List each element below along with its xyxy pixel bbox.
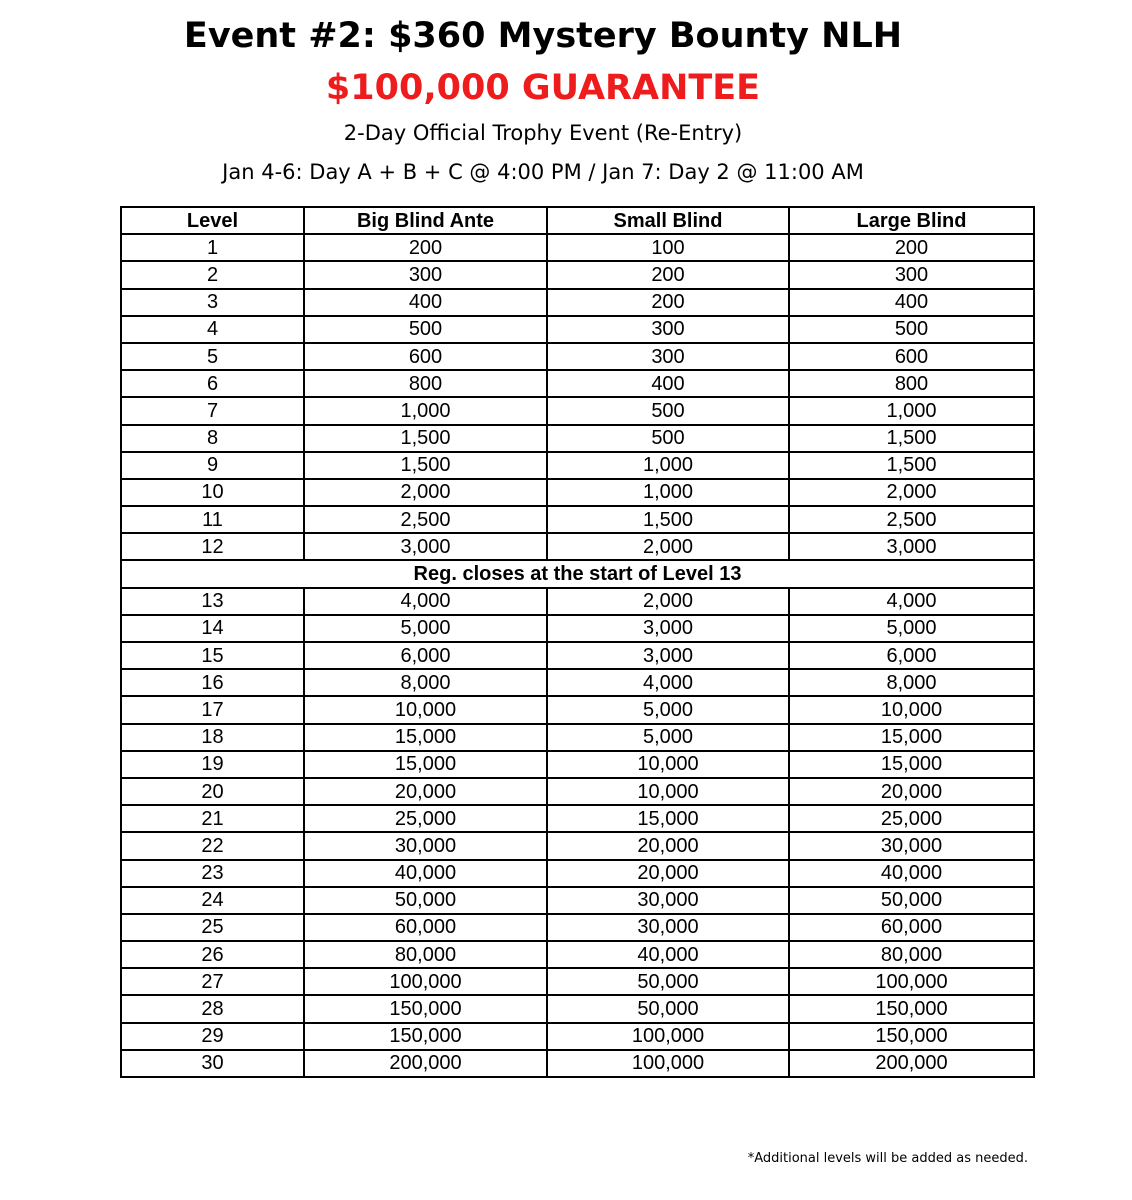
level-cell: 15 xyxy=(121,642,304,669)
column-header-level: Level xyxy=(121,207,304,234)
big-blind-ante-cell: 8,000 xyxy=(304,669,547,696)
small-blind-cell: 30,000 xyxy=(547,887,789,914)
level-cell: 22 xyxy=(121,832,304,859)
large-blind-cell: 60,000 xyxy=(789,914,1034,941)
big-blind-ante-cell: 60,000 xyxy=(304,914,547,941)
level-cell: 30 xyxy=(121,1050,304,1077)
large-blind-cell: 10,000 xyxy=(789,696,1034,723)
large-blind-cell: 25,000 xyxy=(789,805,1034,832)
small-blind-cell: 100 xyxy=(547,234,789,261)
small-blind-cell: 300 xyxy=(547,316,789,343)
small-blind-cell: 40,000 xyxy=(547,941,789,968)
table-row xyxy=(121,370,1034,397)
large-blind-cell: 800 xyxy=(789,370,1034,397)
level-cell: 26 xyxy=(121,941,304,968)
column-header-small-blind: Small Blind xyxy=(547,207,789,234)
small-blind-cell: 200 xyxy=(547,289,789,316)
table-row xyxy=(121,234,1034,261)
level-cell: 24 xyxy=(121,887,304,914)
level-cell: 23 xyxy=(121,860,304,887)
small-blind-cell: 400 xyxy=(547,370,789,397)
level-cell: 4 xyxy=(121,316,304,343)
table-row xyxy=(121,968,1034,995)
event-schedule: Jan 4-6: Day A + B + C @ 4:00 PM / Jan 7: Day 2 @ 11:00 AM xyxy=(222,160,864,184)
table-row xyxy=(121,1023,1034,1050)
small-blind-cell: 1,500 xyxy=(547,506,789,533)
table-row xyxy=(121,343,1034,370)
level-cell: 10 xyxy=(121,479,304,506)
large-blind-cell: 400 xyxy=(789,289,1034,316)
big-blind-ante-cell: 5,000 xyxy=(304,615,547,642)
big-blind-ante-cell: 200 xyxy=(304,234,547,261)
table-row xyxy=(121,941,1034,968)
small-blind-cell: 5,000 xyxy=(547,696,789,723)
level-cell: 7 xyxy=(121,397,304,424)
big-blind-ante-cell: 15,000 xyxy=(304,724,547,751)
big-blind-ante-cell: 50,000 xyxy=(304,887,547,914)
table-row xyxy=(121,479,1034,506)
big-blind-ante-cell: 400 xyxy=(304,289,547,316)
small-blind-cell: 50,000 xyxy=(547,995,789,1022)
large-blind-cell: 15,000 xyxy=(789,751,1034,778)
table-row xyxy=(121,1050,1034,1077)
big-blind-ante-cell: 1,500 xyxy=(304,425,547,452)
table-row xyxy=(121,289,1034,316)
small-blind-cell: 50,000 xyxy=(547,968,789,995)
guarantee-banner: $100,000 GUARANTEE xyxy=(325,68,761,108)
table-row xyxy=(121,316,1034,343)
level-cell: 17 xyxy=(121,696,304,723)
big-blind-ante-cell: 100,000 xyxy=(304,968,547,995)
levels-after-registration-close xyxy=(121,588,1034,1077)
level-cell: 16 xyxy=(121,669,304,696)
small-blind-cell: 500 xyxy=(547,397,789,424)
table-row xyxy=(121,615,1034,642)
table-row xyxy=(121,452,1034,479)
large-blind-cell: 150,000 xyxy=(789,1023,1034,1050)
large-blind-cell: 600 xyxy=(789,343,1034,370)
big-blind-ante-cell: 600 xyxy=(304,343,547,370)
big-blind-ante-cell: 500 xyxy=(304,316,547,343)
small-blind-cell: 30,000 xyxy=(547,914,789,941)
small-blind-cell: 4,000 xyxy=(547,669,789,696)
large-blind-cell: 2,500 xyxy=(789,506,1034,533)
large-blind-cell: 40,000 xyxy=(789,860,1034,887)
large-blind-cell: 80,000 xyxy=(789,941,1034,968)
level-cell: 9 xyxy=(121,452,304,479)
table-row xyxy=(121,669,1034,696)
big-blind-ante-cell: 80,000 xyxy=(304,941,547,968)
level-cell: 19 xyxy=(121,751,304,778)
level-cell: 29 xyxy=(121,1023,304,1050)
event-title: Event #2: $360 Mystery Bounty NLH xyxy=(183,16,903,56)
table-row xyxy=(121,751,1034,778)
blind-structure-table xyxy=(120,206,1035,1078)
small-blind-cell: 10,000 xyxy=(547,751,789,778)
big-blind-ante-cell: 800 xyxy=(304,370,547,397)
small-blind-cell: 5,000 xyxy=(547,724,789,751)
large-blind-cell: 500 xyxy=(789,316,1034,343)
large-blind-cell: 150,000 xyxy=(789,995,1034,1022)
small-blind-cell: 20,000 xyxy=(547,832,789,859)
large-blind-cell: 30,000 xyxy=(789,832,1034,859)
big-blind-ante-cell: 30,000 xyxy=(304,832,547,859)
small-blind-cell: 2,000 xyxy=(547,588,789,615)
level-cell: 2 xyxy=(121,261,304,288)
registration-note-row xyxy=(121,560,1034,587)
large-blind-cell: 2,000 xyxy=(789,479,1034,506)
big-blind-ante-cell: 300 xyxy=(304,261,547,288)
large-blind-cell: 200 xyxy=(789,234,1034,261)
level-cell: 1 xyxy=(121,234,304,261)
level-cell: 6 xyxy=(121,370,304,397)
level-cell: 25 xyxy=(121,914,304,941)
small-blind-cell: 100,000 xyxy=(547,1050,789,1077)
big-blind-ante-cell: 1,500 xyxy=(304,452,547,479)
big-blind-ante-cell: 150,000 xyxy=(304,995,547,1022)
small-blind-cell: 10,000 xyxy=(547,778,789,805)
table-row xyxy=(121,805,1034,832)
level-cell: 8 xyxy=(121,425,304,452)
large-blind-cell: 8,000 xyxy=(789,669,1034,696)
table-row xyxy=(121,696,1034,723)
small-blind-cell: 20,000 xyxy=(547,860,789,887)
big-blind-ante-cell: 6,000 xyxy=(304,642,547,669)
small-blind-cell: 15,000 xyxy=(547,805,789,832)
level-cell: 28 xyxy=(121,995,304,1022)
big-blind-ante-cell: 4,000 xyxy=(304,588,547,615)
big-blind-ante-cell: 10,000 xyxy=(304,696,547,723)
small-blind-cell: 200 xyxy=(547,261,789,288)
table-row xyxy=(121,588,1034,615)
big-blind-ante-cell: 3,000 xyxy=(304,533,547,560)
large-blind-cell: 1,500 xyxy=(789,452,1034,479)
big-blind-ante-cell: 2,000 xyxy=(304,479,547,506)
small-blind-cell: 1,000 xyxy=(547,452,789,479)
header-row xyxy=(121,207,1034,234)
small-blind-cell: 300 xyxy=(547,343,789,370)
table-row xyxy=(121,425,1034,452)
big-blind-ante-cell: 40,000 xyxy=(304,860,547,887)
table-header xyxy=(121,207,1034,234)
large-blind-cell: 3,000 xyxy=(789,533,1034,560)
table-row xyxy=(121,860,1034,887)
table-row xyxy=(121,887,1034,914)
registration-close-note: Reg. closes at the start of Level 13 xyxy=(121,560,1034,587)
large-blind-cell: 1,500 xyxy=(789,425,1034,452)
levels-before-registration-close xyxy=(121,234,1034,560)
table-row xyxy=(121,995,1034,1022)
small-blind-cell: 2,000 xyxy=(547,533,789,560)
table-row xyxy=(121,832,1034,859)
big-blind-ante-cell: 200,000 xyxy=(304,1050,547,1077)
table-row xyxy=(121,724,1034,751)
big-blind-ante-cell: 20,000 xyxy=(304,778,547,805)
large-blind-cell: 300 xyxy=(789,261,1034,288)
small-blind-cell: 1,000 xyxy=(547,479,789,506)
column-header-large-blind: Large Blind xyxy=(789,207,1034,234)
level-cell: 11 xyxy=(121,506,304,533)
large-blind-cell: 15,000 xyxy=(789,724,1034,751)
level-cell: 18 xyxy=(121,724,304,751)
big-blind-ante-cell: 15,000 xyxy=(304,751,547,778)
level-cell: 12 xyxy=(121,533,304,560)
column-header-big-blind-ante: Big Blind Ante xyxy=(304,207,547,234)
big-blind-ante-cell: 1,000 xyxy=(304,397,547,424)
level-cell: 13 xyxy=(121,588,304,615)
table-row xyxy=(121,778,1034,805)
table-row xyxy=(121,642,1034,669)
footnote: *Additional levels will be added as needed. xyxy=(747,1151,1028,1166)
big-blind-ante-cell: 2,500 xyxy=(304,506,547,533)
level-cell: 20 xyxy=(121,778,304,805)
large-blind-cell: 200,000 xyxy=(789,1050,1034,1077)
large-blind-cell: 6,000 xyxy=(789,642,1034,669)
level-cell: 21 xyxy=(121,805,304,832)
large-blind-cell: 100,000 xyxy=(789,968,1034,995)
large-blind-cell: 4,000 xyxy=(789,588,1034,615)
level-cell: 27 xyxy=(121,968,304,995)
small-blind-cell: 3,000 xyxy=(547,642,789,669)
large-blind-cell: 50,000 xyxy=(789,887,1034,914)
registration-note-section xyxy=(121,560,1034,587)
large-blind-cell: 5,000 xyxy=(789,615,1034,642)
level-cell: 14 xyxy=(121,615,304,642)
level-cell: 3 xyxy=(121,289,304,316)
table-row xyxy=(121,397,1034,424)
big-blind-ante-cell: 25,000 xyxy=(304,805,547,832)
level-cell: 5 xyxy=(121,343,304,370)
large-blind-cell: 1,000 xyxy=(789,397,1034,424)
big-blind-ante-cell: 150,000 xyxy=(304,1023,547,1050)
table-row xyxy=(121,914,1034,941)
table-row xyxy=(121,506,1034,533)
table-row xyxy=(121,261,1034,288)
small-blind-cell: 100,000 xyxy=(547,1023,789,1050)
table-row xyxy=(121,533,1034,560)
small-blind-cell: 500 xyxy=(547,425,789,452)
large-blind-cell: 20,000 xyxy=(789,778,1034,805)
event-subtitle: 2-Day Official Trophy Event (Re-Entry) xyxy=(343,121,743,145)
small-blind-cell: 3,000 xyxy=(547,615,789,642)
